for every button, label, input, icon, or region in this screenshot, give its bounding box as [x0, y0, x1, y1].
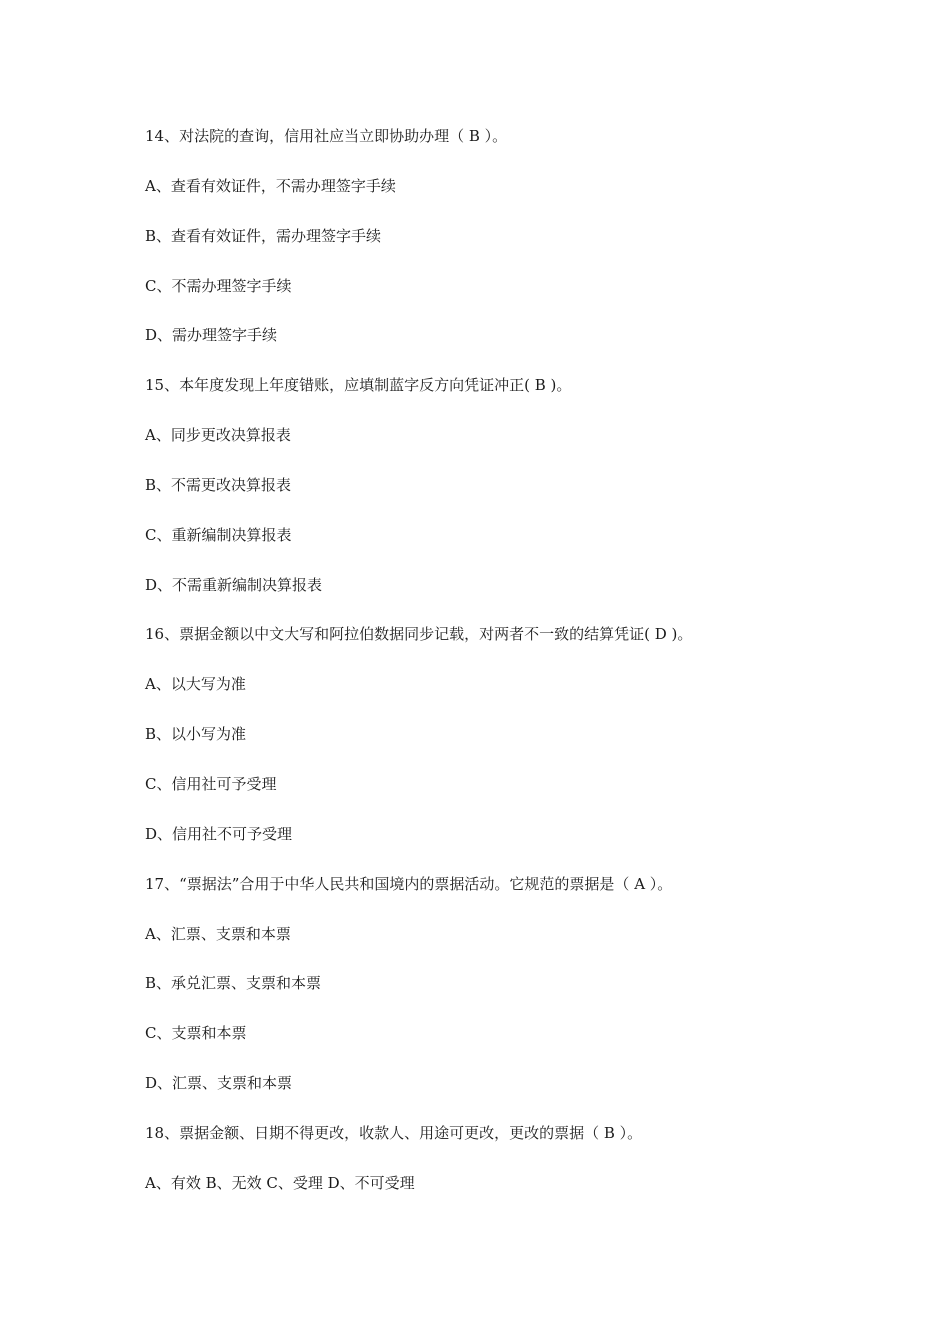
option-14-b: B、查看有效证件，需办理签字手续: [145, 226, 382, 245]
option-15-a: A、同步更改决算报表: [145, 426, 291, 445]
option-14-d: D、需办理签字手续: [145, 326, 278, 345]
option-17-a: A、汇票、支票和本票: [145, 924, 291, 943]
option-16-a: A、以大写为准: [145, 675, 246, 694]
question-14: 14、对法院的查询，信用社应当立即协助办理（ B ）。: [145, 127, 508, 145]
question-list: [145, 124, 905, 1221]
options-18: A、有效 B、无效 C、受理 D、不可受理: [145, 1173, 415, 1192]
option-16-c: C、信用社可予受理: [145, 774, 277, 793]
option-15-c: C、重新编制决算报表: [145, 525, 292, 544]
option-16-d: D、信用社不可予受理: [145, 824, 293, 843]
question-18: 18、票据金额、日期不得更改，收款人、用途可更改，更改的票据（ B ）。: [145, 1123, 643, 1142]
option-14-c: C、不需办理签字手续: [145, 276, 292, 295]
option-16-b: B、以小写为准: [145, 725, 247, 744]
option-15-d: D、不需重新编制决算报表: [145, 575, 323, 594]
option-15-b: B、不需更改决算报表: [145, 475, 292, 494]
question-17: 17、“票据法”合用于中华人民共和国境内的票据活动。它规范的票据是（ A ）。: [145, 874, 673, 893]
option-17-b: B、承兑汇票、支票和本票: [145, 974, 322, 993]
option-17-c: C、支票和本票: [145, 1024, 247, 1043]
question-15: 15、本年度发现上年度错账，应填制蓝字反方向凭证冲正( B )。: [145, 376, 572, 395]
option-17-d: D、汇票、支票和本票: [145, 1074, 293, 1093]
question-16: 16、票据金额以中文大写和阿拉伯数据同步记载，对两者不一致的结算凭证( D )。: [145, 625, 693, 644]
option-14-a: A、查看有效证件，不需办理签字手续: [145, 176, 396, 195]
